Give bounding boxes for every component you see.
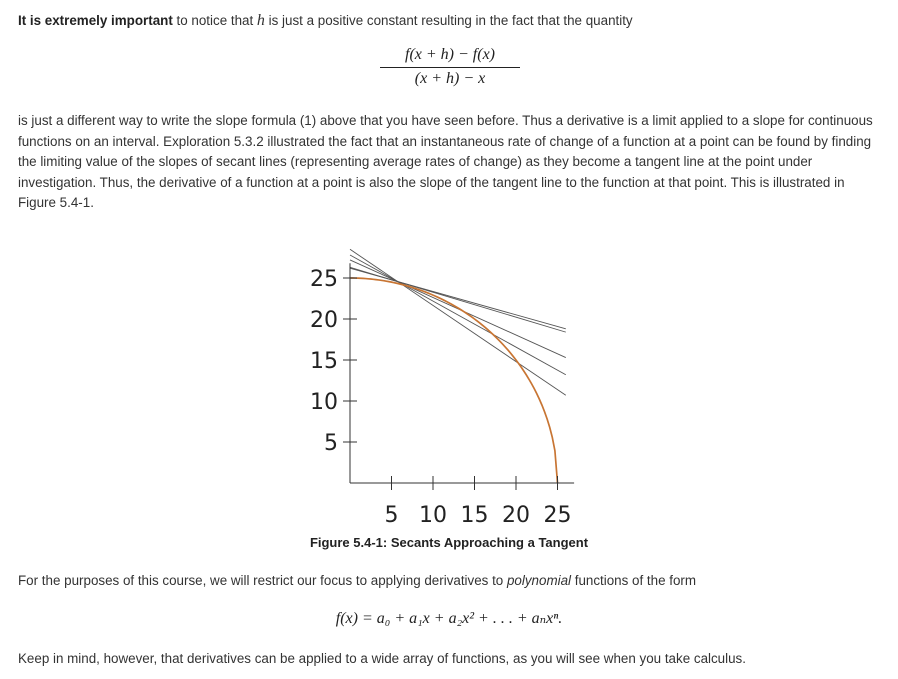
y-tick-label-10: 10 [310,390,338,415]
intro-text-b: is just a positive constant resulting in the fact that the quantity [264,13,633,28]
intro-paragraph [18,11,884,32]
y-tick-label-25: 25 [310,267,338,292]
slope-fraction [380,46,520,88]
axes-layer [350,263,574,483]
y-tick-label-5: 5 [324,431,338,456]
closing-paragraph: Keep in mind, however, that derivatives can be applied to a wide array of functions, as you will see when you take calculus. [18,651,746,666]
polynomial-word: polynomial [506,573,571,588]
fraction-denominator: (x + h) − x [414,70,486,87]
emphasis-text: It is extremely important [18,13,173,28]
polynomial-text-a: For the purposes of this course, we will restrict our focus to applying derivatives to [18,573,507,588]
explanation-paragraph: is just a different way to write the slope formula (1) above that you have seen before. Thus a derivative is a limit applied to a slope for continuous functions on an interval. Exploration 5.3.2 illustrated the fact that an instantaneous rate of change of a function at a point can be found by finding the limiting value of the slopes of secant lines (representing average rates of change) as they become a tangent line at the point under investigation. Thus, the derivative of a function at a point is also the slope of the tangent line to the function at that point. This is illustrated in Figure 5.4-1. [18,113,873,211]
x-tick-label-25: 25 [543,503,572,528]
y-tick-label-20: 20 [310,308,338,333]
fraction-numerator: f(x + h) − f(x) [380,46,520,68]
variable-h: h [256,12,265,29]
polynomial-paragraph [18,571,884,592]
x-tick-label-15: 15 [460,503,489,528]
figure-caption: Figure 5.4-1: Secants Approaching a Tangent [309,535,589,550]
curve-path [350,278,558,483]
secant-3-line [350,255,566,375]
x-tick-label-20: 20 [502,503,530,528]
y-tick-label-15: 15 [310,349,338,374]
secant-lines [350,249,566,395]
x-tick-label-5: 5 [384,503,399,528]
x-tick-label-10: 10 [419,503,447,528]
secants-figure [290,238,610,528]
curve-layer [350,278,558,483]
polynomial-text-b: functions of the form [571,573,697,588]
intro-text-a: to notice that [172,13,257,28]
ticks-layer [310,267,572,528]
polynomial-equation: f(x) = a₀ + a₁x + a₂x² + . . . + aₙxⁿ. [335,610,563,627]
